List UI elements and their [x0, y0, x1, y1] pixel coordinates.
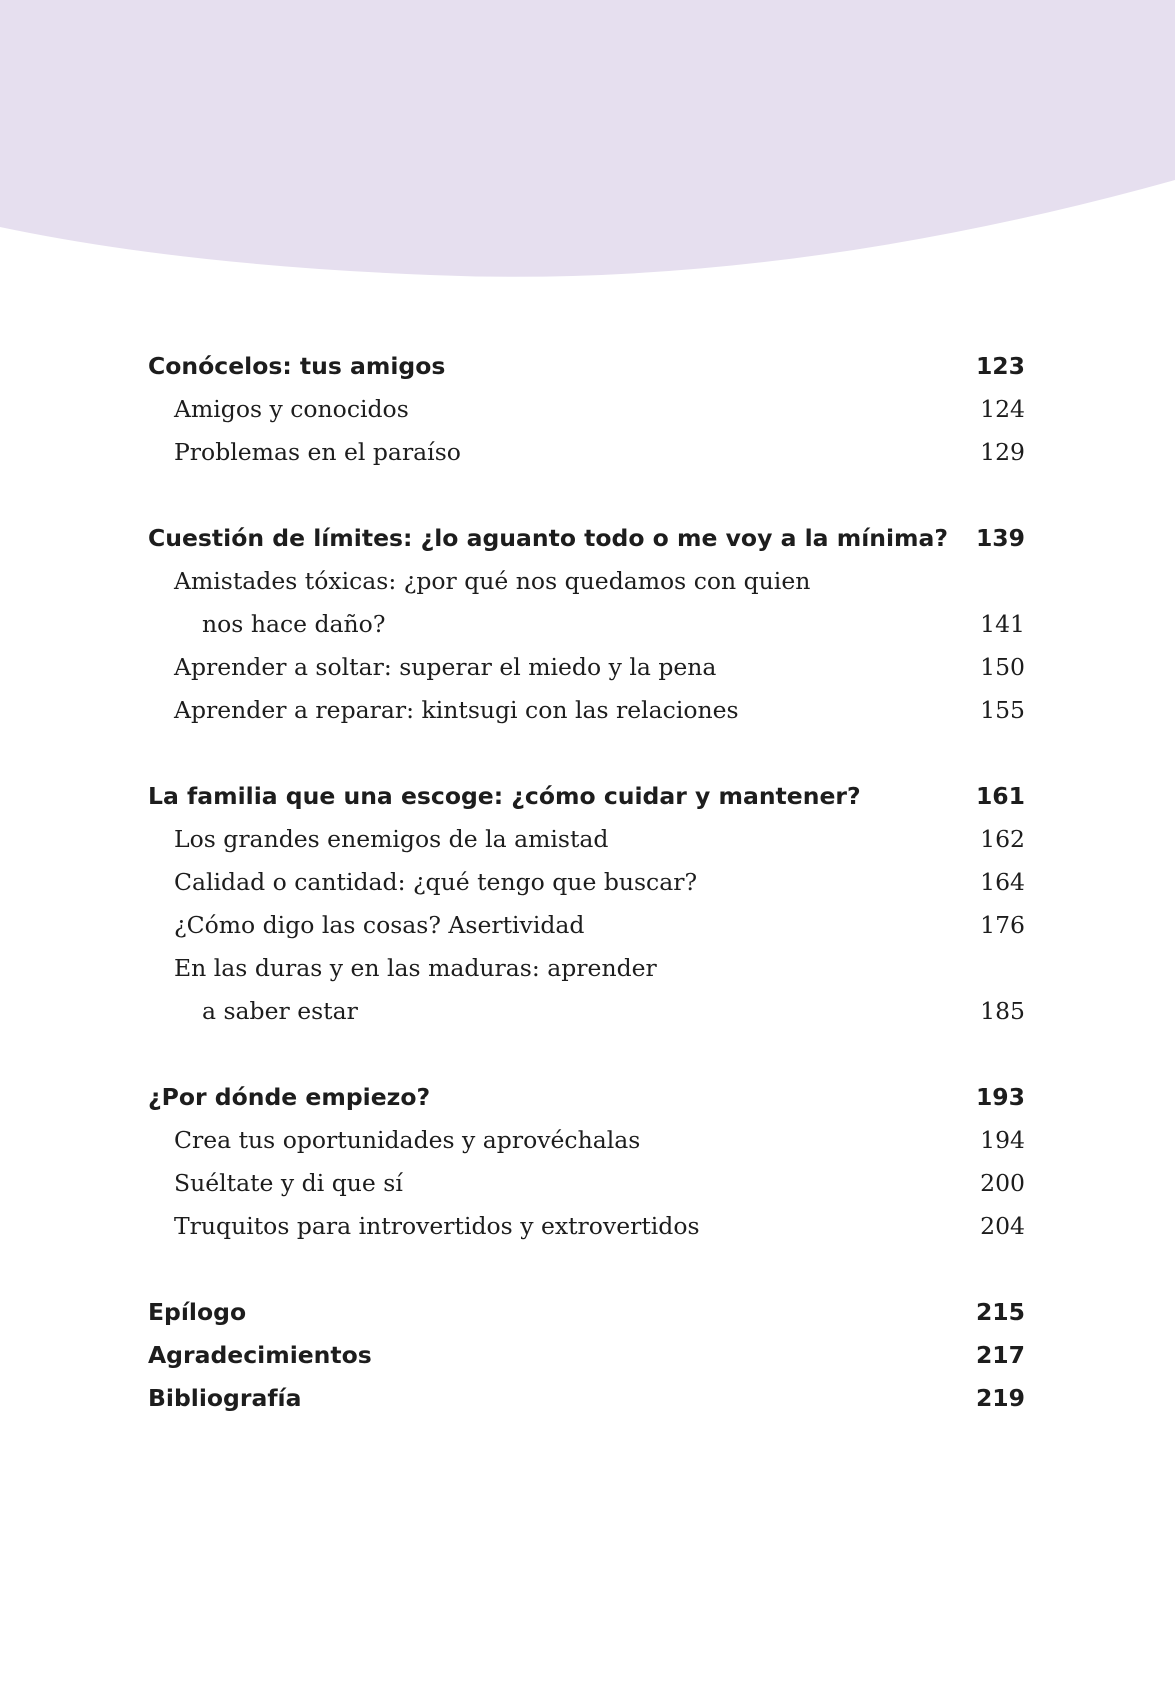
- section-title: Problemas en el paraíso: [174, 438, 461, 466]
- section-page-number: 176: [980, 911, 1025, 939]
- section-title: Los grandes enemigos de la amistad: [174, 825, 609, 853]
- section-page-number: 200: [980, 1169, 1025, 1197]
- section-title: Suéltate y di que sí: [174, 1169, 403, 1197]
- chapter-title: Conócelos: tus amigos: [148, 352, 446, 380]
- spacer: [148, 474, 1028, 517]
- section-title: ¿Cómo digo las cosas? Asertividad: [174, 911, 585, 939]
- section-title: Crea tus oportunidades y aprovéchalas: [174, 1126, 641, 1154]
- chapter-page-number: 123: [975, 352, 1025, 380]
- toc-section[interactable]: [148, 904, 1028, 947]
- section-page-number: 150: [980, 653, 1025, 681]
- toc-section[interactable]: [148, 646, 1028, 689]
- toc-chapter[interactable]: [148, 1076, 1028, 1119]
- toc-section[interactable]: [148, 388, 1028, 431]
- toc-section[interactable]: [148, 947, 1028, 990]
- section-title: Aprender a soltar: superar el miedo y la pena: [174, 653, 717, 681]
- section-page-number: 141: [980, 610, 1025, 638]
- section-title-continuation: nos hace daño?: [202, 610, 386, 638]
- toc-chapter[interactable]: [148, 775, 1028, 818]
- toc-section[interactable]: [148, 818, 1028, 861]
- section-title: Calidad o cantidad: ¿qué tengo que buscar?: [174, 868, 698, 896]
- section-title: Aprender a reparar: kintsugi con las relaciones: [174, 696, 739, 724]
- toc-chapter[interactable]: [148, 1377, 1028, 1420]
- chapter-title: Cuestión de límites: ¿lo aguanto todo o me voy a la mínima?: [148, 524, 949, 552]
- chapter-title: Bibliografía: [148, 1384, 302, 1412]
- section-page-number: 164: [980, 868, 1025, 896]
- section-page-number: 155: [980, 696, 1025, 724]
- header-wave-decoration: [0, 0, 1175, 290]
- toc-section[interactable]: [148, 861, 1028, 904]
- chapter-page-number: 193: [975, 1083, 1025, 1111]
- toc-section-continuation[interactable]: [148, 990, 1028, 1033]
- chapter-title: ¿Por dónde empiezo?: [148, 1083, 431, 1111]
- toc-section[interactable]: [148, 689, 1028, 732]
- toc-section-continuation[interactable]: [148, 603, 1028, 646]
- section-page-number: 185: [980, 997, 1025, 1025]
- section-page-number: 124: [980, 395, 1025, 423]
- section-title-continuation: a saber estar: [202, 997, 358, 1025]
- section-page-number: 129: [980, 438, 1025, 466]
- section-title: Truquitos para introvertidos y extrovertidos: [174, 1212, 700, 1240]
- toc-section[interactable]: [148, 431, 1028, 474]
- section-title: Amistades tóxicas: ¿por qué nos quedamos con quien: [174, 567, 811, 595]
- chapter-title: Epílogo: [148, 1298, 247, 1326]
- toc-section[interactable]: [148, 1119, 1028, 1162]
- toc-section[interactable]: [148, 1162, 1028, 1205]
- toc-section[interactable]: [148, 1205, 1028, 1248]
- toc-chapter[interactable]: [148, 1291, 1028, 1334]
- chapter-page-number: 215: [975, 1298, 1025, 1326]
- chapter-title: Agradecimientos: [148, 1341, 372, 1369]
- toc-chapter[interactable]: [148, 345, 1028, 388]
- spacer: [148, 732, 1028, 775]
- section-title: Amigos y conocidos: [174, 395, 409, 423]
- section-page-number: 194: [980, 1126, 1025, 1154]
- chapter-page-number: 161: [975, 782, 1025, 810]
- table-of-contents: [148, 345, 1028, 1420]
- spacer: [148, 1248, 1028, 1291]
- chapter-title: La familia que una escoge: ¿cómo cuidar y mantener?: [148, 782, 861, 810]
- toc-chapter[interactable]: [148, 517, 1028, 560]
- section-page-number: 204: [980, 1212, 1025, 1240]
- chapter-page-number: 219: [975, 1384, 1025, 1412]
- toc-chapter[interactable]: [148, 1334, 1028, 1377]
- section-title: En las duras y en las maduras: aprender: [174, 954, 657, 982]
- chapter-page-number: 139: [975, 524, 1025, 552]
- spacer: [148, 1033, 1028, 1076]
- section-page-number: 162: [980, 825, 1025, 853]
- chapter-page-number: 217: [975, 1341, 1025, 1369]
- toc-section[interactable]: [148, 560, 1028, 603]
